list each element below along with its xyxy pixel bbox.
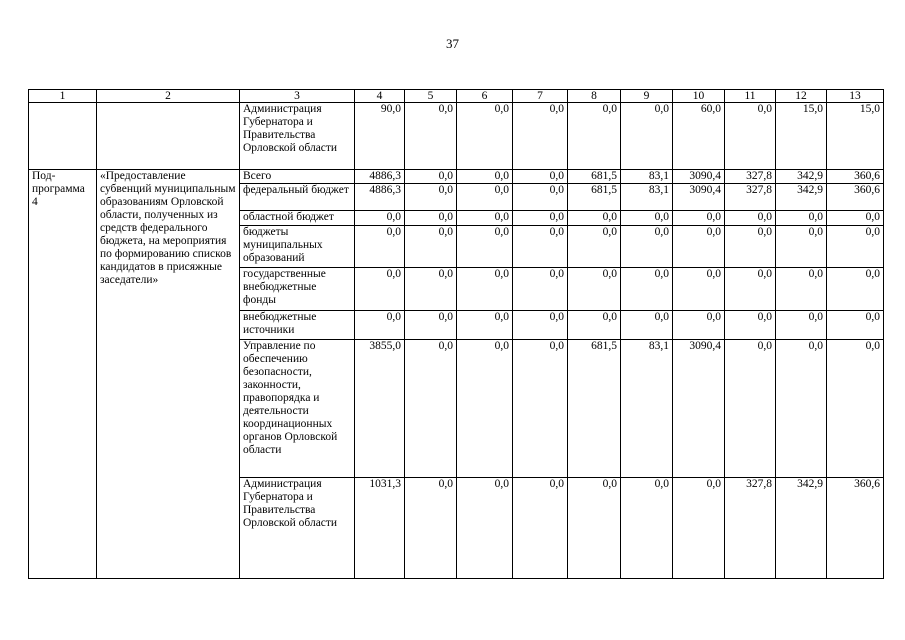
row-label: Управление по обеспечению безопасности, законности, правопорядка и деятельности координационных органов Орловской области bbox=[240, 339, 355, 477]
cell-value: 681,5 bbox=[568, 339, 621, 477]
cell-value: 83,1 bbox=[621, 339, 673, 477]
cell-value: 0,0 bbox=[513, 225, 568, 268]
cell-value: 0,0 bbox=[457, 339, 513, 477]
cell-value: 83,1 bbox=[621, 169, 673, 183]
cell-value: 0,0 bbox=[776, 225, 827, 268]
col-header: 2 bbox=[97, 90, 240, 103]
cell-value: 0,0 bbox=[776, 339, 827, 477]
cell-value: 360,6 bbox=[827, 477, 884, 578]
cell-value: 0,0 bbox=[405, 477, 457, 578]
cell-value: 4886,3 bbox=[355, 184, 405, 211]
cell-value: 342,9 bbox=[776, 184, 827, 211]
col-header: 9 bbox=[621, 90, 673, 103]
cell-value: 0,0 bbox=[673, 310, 725, 339]
cell-value: 0,0 bbox=[827, 339, 884, 477]
cell-value: 0,0 bbox=[725, 103, 776, 170]
cell-value: 0,0 bbox=[776, 268, 827, 311]
cell-value: 0,0 bbox=[568, 477, 621, 578]
header-row bbox=[29, 90, 884, 103]
cell-value: 0,0 bbox=[827, 225, 884, 268]
col-header: 1 bbox=[29, 90, 97, 103]
col-header: 11 bbox=[725, 90, 776, 103]
row-label: Администрация Губернатора и Правительства Орловской области bbox=[240, 477, 355, 578]
cell-value: 0,0 bbox=[568, 103, 621, 170]
cell-value: 0,0 bbox=[355, 211, 405, 225]
cell-value: 0,0 bbox=[673, 268, 725, 311]
cell-value: 0,0 bbox=[513, 477, 568, 578]
cell-value: 0,0 bbox=[776, 310, 827, 339]
cell-value: 0,0 bbox=[725, 310, 776, 339]
cell-value: 681,5 bbox=[568, 184, 621, 211]
cell-value: 327,8 bbox=[725, 184, 776, 211]
cell-value: 15,0 bbox=[776, 103, 827, 170]
cell-value: 3090,4 bbox=[673, 184, 725, 211]
cell-value: 0,0 bbox=[827, 268, 884, 311]
cell-value: 0,0 bbox=[405, 184, 457, 211]
cell-value: 342,9 bbox=[776, 477, 827, 578]
cell-value: 0,0 bbox=[513, 310, 568, 339]
cell-value: 0,0 bbox=[621, 310, 673, 339]
cell-value: 0,0 bbox=[355, 225, 405, 268]
cell-value: 0,0 bbox=[725, 225, 776, 268]
col-header: 13 bbox=[827, 90, 884, 103]
cell-value: 0,0 bbox=[405, 169, 457, 183]
budget-table bbox=[28, 89, 884, 579]
col-header: 8 bbox=[568, 90, 621, 103]
col-header: 3 bbox=[240, 90, 355, 103]
cell-value: 0,0 bbox=[405, 211, 457, 225]
cell-value: 0,0 bbox=[513, 103, 568, 170]
cell-value: 360,6 bbox=[827, 184, 884, 211]
cell-value: 0,0 bbox=[405, 268, 457, 311]
cell-value: 3090,4 bbox=[673, 169, 725, 183]
cell-value: 0,0 bbox=[621, 268, 673, 311]
cell-value: 360,6 bbox=[827, 169, 884, 183]
cell-value: 0,0 bbox=[457, 310, 513, 339]
cell-value: 15,0 bbox=[827, 103, 884, 170]
cell-value: 0,0 bbox=[568, 310, 621, 339]
cell-value: 3090,4 bbox=[673, 339, 725, 477]
row-label: бюджеты муниципальных образований bbox=[240, 225, 355, 268]
cell-value: 3855,0 bbox=[355, 339, 405, 477]
cell-value: 0,0 bbox=[621, 211, 673, 225]
page-number: 37 bbox=[446, 36, 459, 51]
subprogram-number: Под-программа 4 bbox=[29, 169, 97, 578]
cell-value: 0,0 bbox=[776, 211, 827, 225]
cell-value: 83,1 bbox=[621, 184, 673, 211]
cell-value: 90,0 bbox=[355, 103, 405, 170]
subprogram-name: «Предоставление субвенций муниципальным образованиям Орловской области, полученных из средств федерального бюджета, на мероприятия по формированию списков кандидатов в присяжные заседатели» bbox=[97, 169, 240, 578]
cell-value: 0,0 bbox=[621, 477, 673, 578]
cell-value: 0,0 bbox=[405, 225, 457, 268]
cell-value: 0,0 bbox=[457, 211, 513, 225]
cell-value: 342,9 bbox=[776, 169, 827, 183]
table-row bbox=[29, 169, 884, 183]
cell-value: 0,0 bbox=[673, 225, 725, 268]
cell-value: 327,8 bbox=[725, 477, 776, 578]
col-header: 5 bbox=[405, 90, 457, 103]
cell-value: 0,0 bbox=[405, 103, 457, 170]
cell-value: 0,0 bbox=[568, 268, 621, 311]
col-header: 4 bbox=[355, 90, 405, 103]
row-label: внебюджетные источники bbox=[240, 310, 355, 339]
cell-value: 0,0 bbox=[405, 339, 457, 477]
cell-value: 0,0 bbox=[827, 310, 884, 339]
cell-value: 0,0 bbox=[405, 310, 457, 339]
cell-value: 0,0 bbox=[725, 268, 776, 311]
cell-value: 0,0 bbox=[457, 225, 513, 268]
cell-value: 0,0 bbox=[457, 477, 513, 578]
cell-value: 60,0 bbox=[673, 103, 725, 170]
row-label: Всего bbox=[240, 169, 355, 183]
col-header: 12 bbox=[776, 90, 827, 103]
col-header: 6 bbox=[457, 90, 513, 103]
cell-value: 0,0 bbox=[513, 268, 568, 311]
cell-value: 0,0 bbox=[725, 339, 776, 477]
cell-value: 1031,3 bbox=[355, 477, 405, 578]
cell-value: 0,0 bbox=[513, 169, 568, 183]
cell-value: 0,0 bbox=[725, 211, 776, 225]
cell-value: 327,8 bbox=[725, 169, 776, 183]
row-label: областной бюджет bbox=[240, 211, 355, 225]
cell-value: 0,0 bbox=[457, 103, 513, 170]
cell-value: 0,0 bbox=[673, 477, 725, 578]
col-header: 10 bbox=[673, 90, 725, 103]
cell-value: 0,0 bbox=[513, 184, 568, 211]
row-label: федеральный бюджет bbox=[240, 184, 355, 211]
cell-value: 0,0 bbox=[513, 211, 568, 225]
cell-value: 0,0 bbox=[457, 184, 513, 211]
cell-value: 4886,3 bbox=[355, 169, 405, 183]
cell-value: 0,0 bbox=[621, 103, 673, 170]
cell-value: 0,0 bbox=[621, 225, 673, 268]
row-label: Администрация Губернатора и Правительства Орловской области bbox=[240, 103, 355, 170]
cell-value: 0,0 bbox=[457, 169, 513, 183]
cell-value: 681,5 bbox=[568, 169, 621, 183]
empty-cell bbox=[97, 103, 240, 170]
row-label: государственные внебюджетные фонды bbox=[240, 268, 355, 311]
cell-value: 0,0 bbox=[568, 211, 621, 225]
empty-cell bbox=[29, 103, 97, 170]
cell-value: 0,0 bbox=[673, 211, 725, 225]
cell-value: 0,0 bbox=[513, 339, 568, 477]
cell-value: 0,0 bbox=[457, 268, 513, 311]
cell-value: 0,0 bbox=[568, 225, 621, 268]
cell-value: 0,0 bbox=[355, 268, 405, 311]
table-row bbox=[29, 103, 884, 170]
col-header: 7 bbox=[513, 90, 568, 103]
cell-value: 0,0 bbox=[827, 211, 884, 225]
cell-value: 0,0 bbox=[355, 310, 405, 339]
